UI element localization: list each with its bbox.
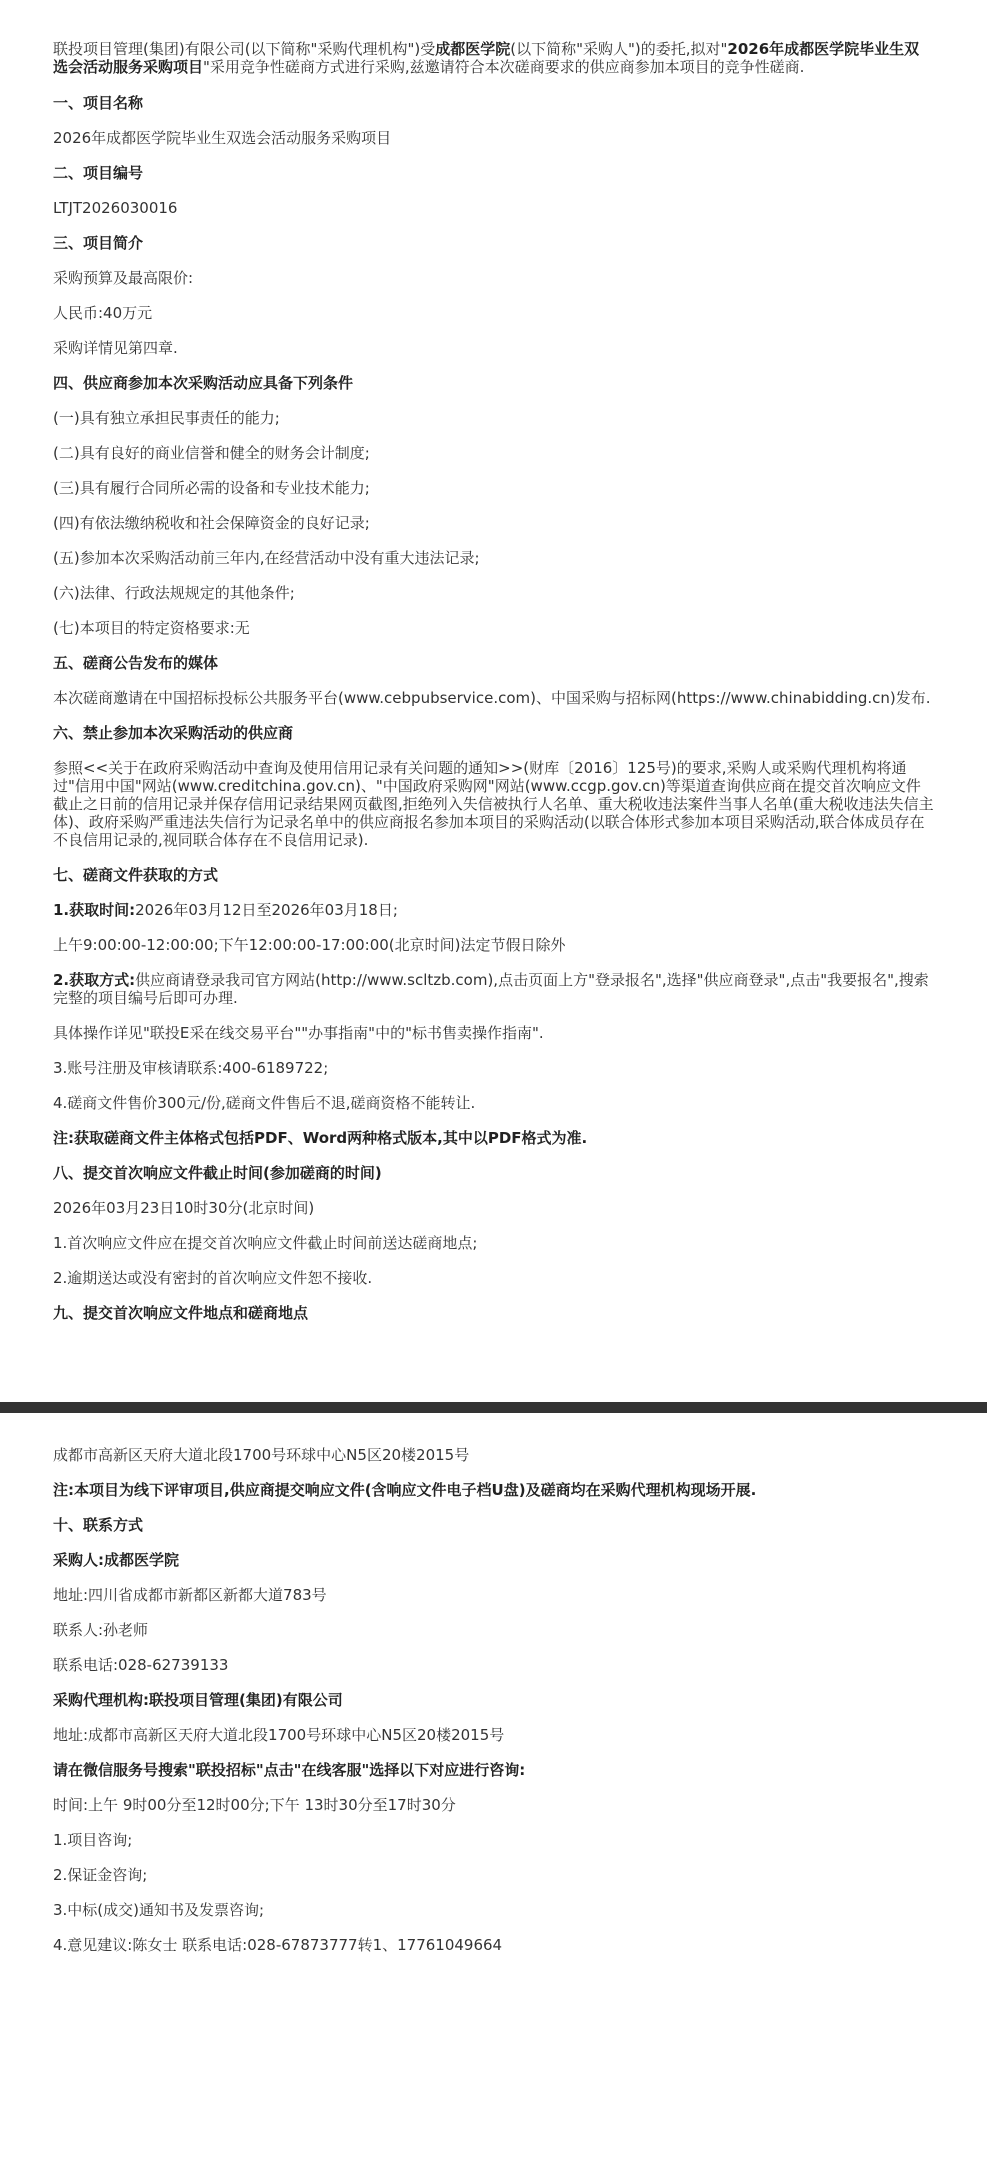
media-text: 本次磋商邀请在中国招标投标公共服务平台(www.cebpubservice.com)、中国采购与招标网(https://www.chinabidding.cn)发布.: [53, 689, 931, 707]
intro-paragraph: [53, 40, 934, 76]
section-3-heading: 三、项目简介: [53, 234, 144, 252]
agency-heading: 采购代理机构:联投项目管理(集团)有限公司: [53, 1691, 343, 1709]
acquisition-time-value: 2026年03月12日至2026年03月18日;: [135, 901, 398, 919]
deadline-item: 2.逾期送达或没有密封的首次响应文件恕不接收.: [53, 1269, 373, 1287]
consult-item: 4.意见建议:陈女士 联系电话:028-67873777转1、17761049664: [53, 1936, 503, 1954]
section-2-heading: 二、项目编号: [53, 164, 144, 182]
acquisition-time: [53, 901, 934, 919]
condition-item: (二)具有良好的商业信誉和健全的财务会计制度;: [53, 444, 370, 462]
budget-label: 采购预算及最高限价:: [53, 269, 194, 287]
intro-text-method: "采用竞争性磋商方式进行采购,兹邀请符合本次磋商要求的供应商参加本项目的竞争性磋商.: [203, 58, 805, 76]
acquisition-method-label: 2.获取方式:: [53, 971, 136, 989]
credit-record-text: 参照<<关于在政府采购活动中查询及使用信用记录有关问题的通知>>(财库〔2016〕125号)的要求,采购人或采购代理机构将通过"信用中国"网站(www.creditchina.gov.cn)、"中国政府采购网"网站(www.ccgp.gov.cn)等渠道查询供应商在提交首次响应文件截止之日前的信用记录并保存信用记录结果网页截图,拒绝列入失信被执行人名单、重大税收违法案件当事人名单(重大税收违法失信主体)、政府采购严重违法失信行为记录名单中的供应商报名参加本项目的采购活动(以联合体形式参加本项目采购活动,联合体成员存在不良信用记录的,视同联合体存在不良信用记录).: [53, 759, 934, 849]
intro-text-agency: 联投项目管理(集团)有限公司(以下简称"采购代理机构")受: [53, 40, 436, 58]
service-hours: 时间:上午 9时00分至12时00分;下午 13时30分至17时30分: [53, 1796, 456, 1814]
section-6-heading: 六、禁止参加本次采购活动的供应商: [53, 724, 294, 742]
deadline-item: 1.首次响应文件应在提交首次响应文件截止时间前送达磋商地点;: [53, 1234, 478, 1252]
consult-item: 2.保证金咨询;: [53, 1866, 148, 1884]
buyer-heading: 采购人:成都医学院: [53, 1551, 179, 1569]
condition-item: (三)具有履行合同所必需的设备和专业技术能力;: [53, 479, 370, 497]
condition-item: (六)法律、行政法规规定的其他条件;: [53, 584, 295, 602]
offline-review-note: 注:本项目为线下评审项目,供应商提交响应文件(含响应文件电子档U盘)及磋商均在采购代理机构现场开展.: [53, 1481, 757, 1499]
buyer-address: 地址:四川省成都市新都区新都大道783号: [53, 1586, 327, 1604]
deadline-time: 2026年03月23日10时30分(北京时间): [53, 1199, 315, 1217]
section-8-heading: 八、提交首次响应文件截止时间(参加磋商的时间): [53, 1164, 382, 1182]
condition-item: (四)有依法缴纳税收和社会保障资金的良好记录;: [53, 514, 370, 532]
section-4-heading: 四、供应商参加本次采购活动应具备下列条件: [53, 374, 354, 392]
acquisition-time-label: 1.获取时间:: [53, 901, 136, 919]
section-9-heading: 九、提交首次响应文件地点和磋商地点: [53, 1304, 309, 1322]
operation-guide: 具体操作详见"联投E采在线交易平台""办事指南"中的"标书售卖操作指南".: [53, 1024, 544, 1042]
acquisition-hours: 上午9:00:00-12:00:00;下午12:00:00-17:00:00(北京时间)法定节假日除外: [53, 936, 566, 954]
consult-item: 3.中标(成交)通知书及发票咨询;: [53, 1901, 265, 1919]
intro-text-entrust: (以下简称"采购人")的委托,拟对": [510, 40, 728, 58]
condition-item: (七)本项目的特定资格要求:无: [53, 619, 250, 637]
agency-address: 地址:成都市高新区天府大道北段1700号环球中心N5区20楼2015号: [53, 1726, 505, 1744]
section-5-heading: 五、磋商公告发布的媒体: [53, 654, 219, 672]
section-10-heading: 十、联系方式: [53, 1516, 144, 1534]
acquisition-method: [53, 971, 934, 1007]
page-divider: [0, 1402, 987, 1413]
intro-text-project: 2026年成都医学院毕业生双选会活动服务采购项目: [53, 40, 920, 76]
section-1-heading: 一、项目名称: [53, 94, 144, 112]
condition-item: (五)参加本次采购活动前三年内,在经营活动中没有重大违法记录;: [53, 549, 480, 567]
buyer-contact: 联系人:孙老师: [53, 1621, 149, 1639]
project-number: LTJT2026030016: [53, 199, 178, 217]
acquisition-method-value: 供应商请登录我司官方网站(http://www.scltzb.com),点击页面上方"登录报名",选择"供应商登录",点击"我要报名",搜索完整的项目编号后即可办理.: [53, 971, 929, 1007]
project-name: 2026年成都医学院毕业生双选会活动服务采购项目: [53, 129, 392, 147]
section-7-heading: 七、磋商文件获取的方式: [53, 866, 219, 884]
buyer-phone: 联系电话:028-62739133: [53, 1656, 229, 1674]
venue-address: 成都市高新区天府大道北段1700号环球中心N5区20楼2015号: [53, 1446, 470, 1464]
format-note: 注:获取磋商文件主体格式包括PDF、Word两种格式版本,其中以PDF格式为准.: [53, 1129, 588, 1147]
condition-item: (一)具有独立承担民事责任的能力;: [53, 409, 280, 427]
document-page-1: [0, 40, 987, 1339]
intro-text-buyer: 成都医学院: [435, 40, 511, 58]
consult-item: 1.项目咨询;: [53, 1831, 133, 1849]
budget-amount: 人民币:40万元: [53, 304, 153, 322]
budget-details: 采购详情见第四章.: [53, 339, 178, 357]
wechat-note: 请在微信服务号搜索"联投招标"点击"在线客服"选择以下对应进行咨询:: [53, 1761, 526, 1779]
account-contact: 3.账号注册及审核请联系:400-6189722;: [53, 1059, 329, 1077]
document-price: 4.磋商文件售价300元/份,磋商文件售后不退,磋商资格不能转让.: [53, 1094, 476, 1112]
document-page-2: [0, 1446, 987, 1971]
